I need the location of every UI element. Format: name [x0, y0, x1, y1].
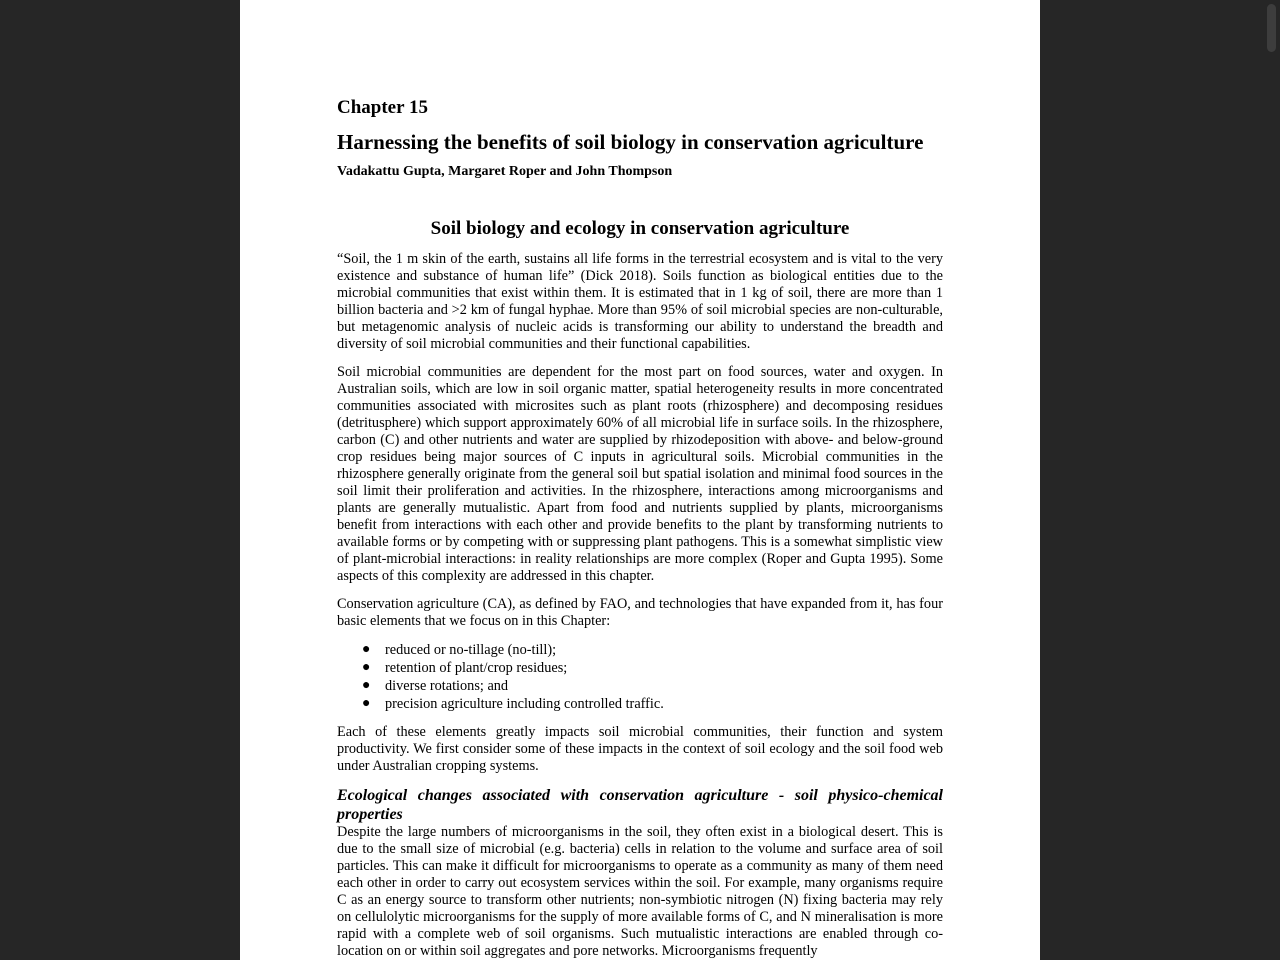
paragraph-3: Conservation agriculture (CA), as defined by FAO, and technologies that have expanded from it, has four basic elements that we focus on in this Chapter: [337, 596, 943, 629]
list-item [337, 659, 943, 677]
list-item [337, 677, 943, 695]
page-content [337, 96, 943, 960]
vertical-scrollbar[interactable] [1264, 0, 1280, 960]
list-item-text: diverse rotations; and [385, 678, 509, 694]
authors: Vadakattu Gupta, Margaret Roper and John Thompson [337, 164, 673, 179]
list-item-text: precision agriculture including controlled traffic. [385, 696, 664, 712]
paragraph-4: Each of these elements greatly impacts soil microbial communities, their function and system productivity. We first consider some of these impacts in the context of soil ecology and the soil food web under Australian cropping systems. [337, 724, 943, 774]
subsection-heading: Ecological changes associated with conservation agriculture - soil physico-chemical properties [337, 787, 943, 823]
document-page [240, 0, 1040, 960]
paragraph-2: Soil microbial communities are dependent for the most part on food sources, water and oxygen. In Australian soils, which are low in soil organic matter, spatial heterogeneity results in more concentrated communities associated with microsites such as plant roots (rhizosphere) and decomposing residues (detritusphere) which support approximately 60% of all microbial life in surface soils. In the rhizosphere, carbon (C) and other nutrients and water are supplied by rhizodeposition with above- and below-ground crop residues being major sources of C inputs in agricultural soils. Microbial communities in the rhizosphere generally originate from the general soil but spatial isolation and minimal food sources in the soil limit their proliferation and activities. In the rhizosphere, interactions among microorganisms and plants are generally mutualistic. Apart from food and nutrients supplied by plants, microorganisms benefit from interactions with each other and provide benefits to the plant by transforming nutrients to available forms or by competing with or suppressing plant pathogens. This is a somewhat simplistic view of plant-microbial interactions: in reality relationships are more complex (Roper and Gupta 1995). Some aspects of this complexity are addressed in this chapter. [337, 364, 943, 584]
paragraph-1: “Soil, the 1 m skin of the earth, sustains all life forms in the terrestrial ecosystem and is vital to the very existence and substance of human life” (Dick 2018). Soils function as biological entities due to the microbial communities that exist within them. It is estimated that in 1 kg of soil, there are more than 1 billion bacteria and >2 km of fungal hyphae. More than 95% of soil microbial species are non-culturable, but metagenomic analysis of nucleic acids is transforming our ability to understand the breadth and diversity of soil microbial communities and their functional capabilities. [337, 251, 943, 352]
bullet-icon: ● [362, 660, 371, 675]
section-heading: Soil biology and ecology in conservation agriculture [430, 218, 850, 239]
list-item [337, 695, 943, 713]
chapter-title: Harnessing the benefits of soil biology in conservation agriculture [337, 130, 924, 154]
list-item-text: reduced or no-tillage (no-till); [385, 642, 557, 658]
bullet-icon: ● [362, 642, 371, 657]
chapter-number: Chapter 15 [337, 97, 428, 118]
bullet-icon: ● [362, 696, 371, 711]
list-item [337, 641, 943, 659]
list-item-text: retention of plant/crop residues; [385, 660, 568, 676]
bullet-icon: ● [362, 678, 371, 693]
element-list [337, 641, 943, 713]
paragraph-5: Despite the large numbers of microorganisms in the soil, they often exist in a biological desert. This is due to the small size of microbial (e.g. bacteria) cells in relation to the volume and surface area of soil particles. This can make it difficult for microorganisms to operate as a community as many of them need each other in order to carry out ecosystem services within the soil. For example, many organisms require C as an energy source to transform other nutrients; non-symbiotic nitrogen (N) fixing bacteria may rely on cellulolytic microorganisms for the supply of more available forms of C, and N mineralisation is more rapid with a complete web of soil organisms. Such mutualistic interactions are enabled through co-location on or within soil aggregates and pore networks. Microorganisms frequently [337, 824, 943, 959]
scrollbar-thumb[interactable] [1267, 4, 1276, 52]
